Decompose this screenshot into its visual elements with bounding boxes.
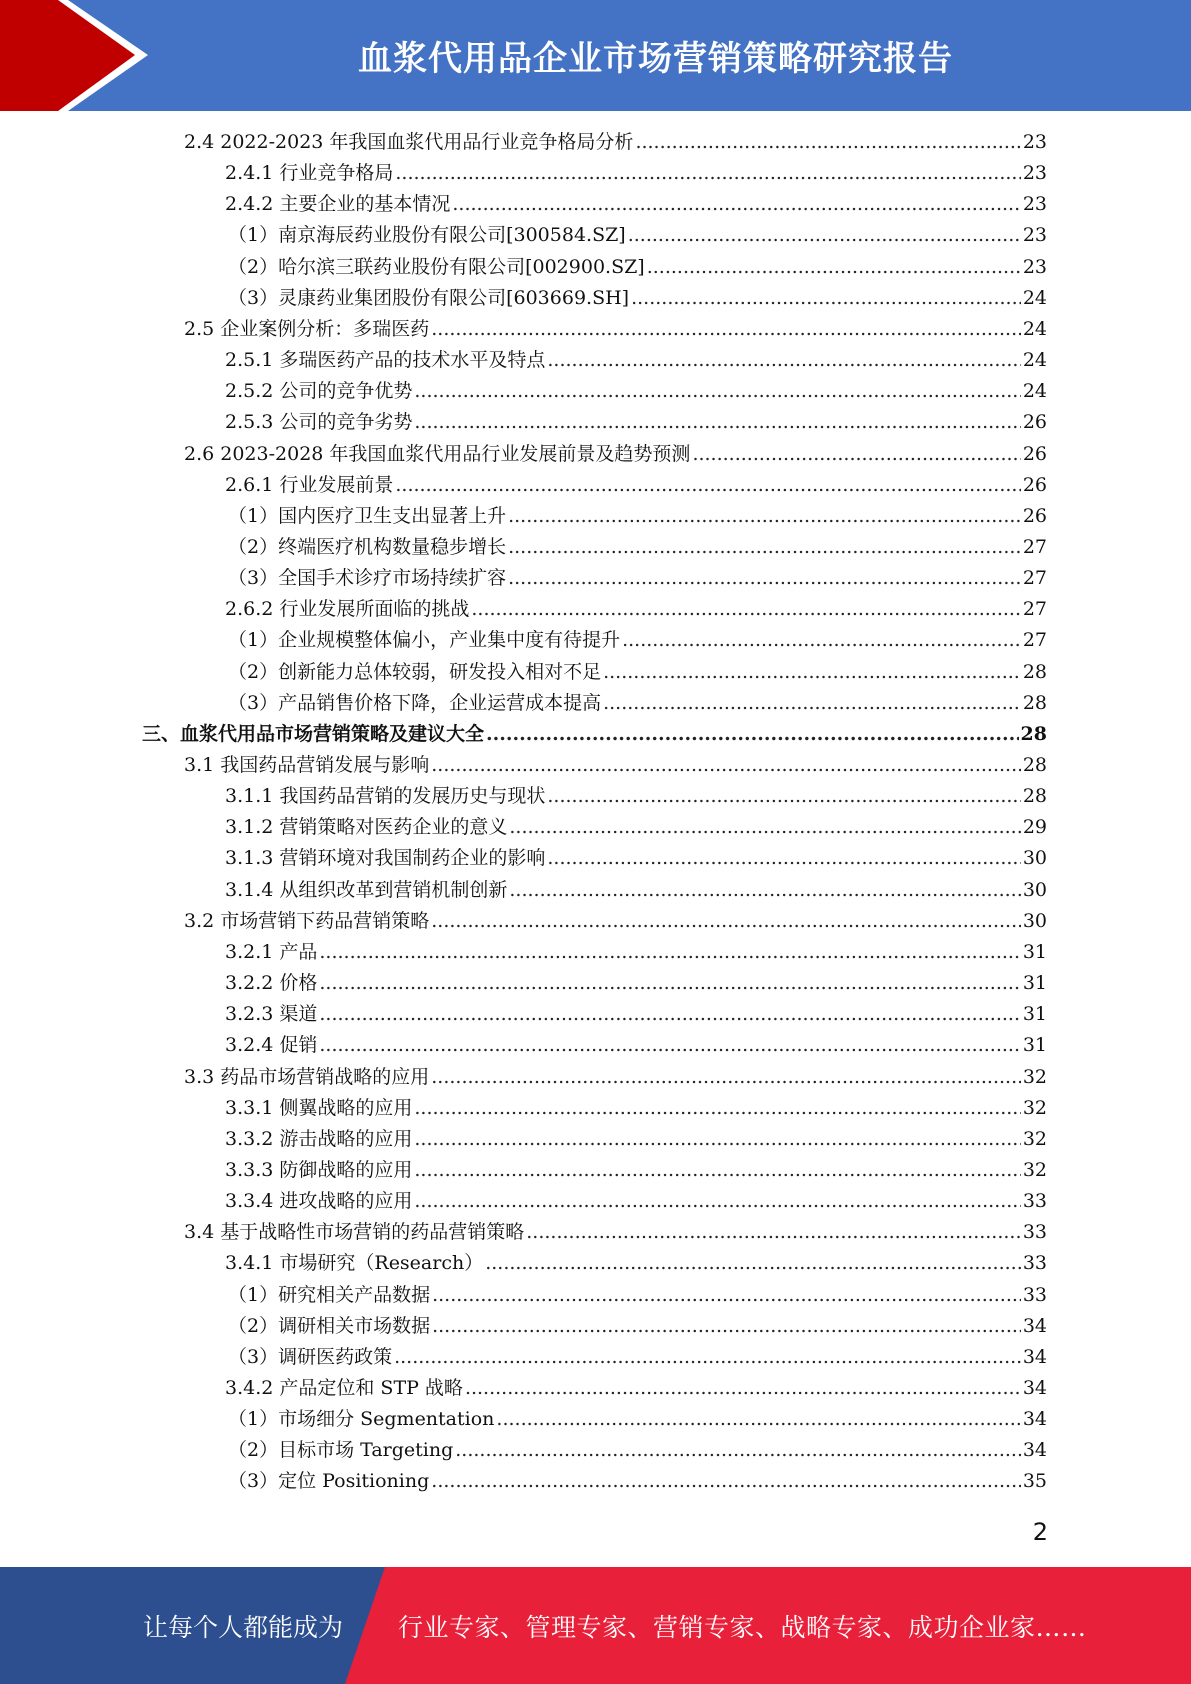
toc-entry[interactable] [228, 220, 1047, 251]
toc-entry-title: 3.2.1 产品 [225, 940, 318, 963]
toc-entry-title: （1）国内医疗卫生支出显著上升 [228, 504, 507, 527]
document-title: 血浆代用品企业市场营销策略研究报告 [358, 39, 953, 79]
toc-entry-title: 3.1.1 我国药品营销的发展历史与现状 [225, 785, 546, 808]
toc-leader-dots [455, 1435, 1021, 1466]
toc-leader-dots [692, 439, 1020, 470]
toc-entry-title: （3）定位 Positioning [228, 1470, 430, 1493]
toc-entry-title: 3.2.2 价格 [225, 972, 318, 995]
toc-leader-dots [431, 750, 1021, 781]
toc-leader-dots [508, 501, 1021, 532]
toc-entry-title: 2.6.2 行业发展所面临的挑战 [225, 598, 470, 621]
toc-entry-title: 2.5.2 公司的竞争优势 [225, 380, 413, 403]
toc-entry-title: 三、血浆代用品市场营销策略及建议大全 [142, 722, 485, 745]
toc-leader-dots [395, 158, 1020, 189]
toc-entry-page: 23 [1022, 224, 1047, 247]
toc-leader-dots [509, 875, 1020, 906]
toc-entry-title: （2）哈尔滨三联药业股份有限公司[002900.SZ] [228, 255, 645, 278]
toc-entry[interactable] [225, 470, 1047, 501]
toc-entry-title: 3.1 我国药品营销发展与影响 [184, 754, 430, 776]
toc-entry-title: 3.3.3 防御战略的应用 [225, 1158, 413, 1181]
toc-entry-page: 27 [1022, 567, 1047, 590]
toc-entry[interactable] [225, 812, 1047, 843]
toc-leader-dots [508, 532, 1021, 563]
toc-entry-title: 3.4 基于战略性市场营销的药品营销策略 [184, 1221, 525, 1244]
toc-entry-title: 2.4.1 行业竞争格局 [225, 162, 394, 185]
toc-entry-page: 27 [1022, 598, 1047, 621]
toc-entry-page: 32 [1022, 1127, 1047, 1150]
toc-entry[interactable] [228, 657, 1047, 688]
toc-entry[interactable] [228, 563, 1047, 594]
toc-entry-page: 29 [1022, 816, 1047, 839]
toc-entry-page: 23 [1022, 255, 1047, 278]
toc-entry-page: 26 [1022, 442, 1047, 465]
toc-leader-dots [319, 999, 1020, 1030]
toc-leader-dots [486, 719, 1019, 750]
toc-entry-title: （2）调研相关市场数据 [228, 1314, 431, 1337]
toc-entry-title: 3.4.1 市場研究（Research） [225, 1252, 484, 1275]
toc-entry[interactable] [184, 906, 1047, 937]
toc-leader-dots [431, 314, 1021, 345]
toc-entry-title: 3.2 市场营销下药品营销策略 [184, 909, 430, 932]
toc-leader-dots [431, 1466, 1021, 1497]
toc-leader-dots [394, 1342, 1021, 1373]
toc-entry-page: 31 [1022, 1003, 1047, 1026]
toc-entry-title: 2.6.1 行业发展前景 [225, 473, 394, 496]
toc-entry-title: 3.3.1 侧翼战略的应用 [225, 1096, 413, 1119]
toc-entry-page: 31 [1022, 940, 1047, 963]
toc-entry-page: 33 [1022, 1283, 1047, 1306]
toc-entry-page: 28 [1022, 691, 1047, 714]
toc-entry[interactable] [225, 843, 1047, 874]
toc-entry-page: 24 [1022, 349, 1047, 372]
toc-entry-page: 27 [1022, 629, 1047, 652]
toc-entry[interactable] [228, 1311, 1047, 1342]
toc-entry[interactable] [225, 937, 1047, 968]
toc-entry[interactable] [225, 158, 1047, 189]
toc-leader-dots [631, 283, 1021, 314]
toc-entry-page: 30 [1022, 847, 1047, 870]
toc-entry-title: 3.1.3 营销环境对我国制药企业的影响 [225, 847, 546, 870]
toc-leader-dots [622, 625, 1021, 656]
toc-leader-dots [319, 968, 1020, 999]
toc-entry-page: 34 [1022, 1408, 1047, 1431]
toc-entry-page: 28 [1020, 722, 1047, 745]
toc-leader-dots [431, 906, 1021, 937]
toc-entry[interactable] [225, 189, 1047, 220]
toc-entry-page: 23 [1022, 193, 1047, 216]
toc-entry-page: 32 [1022, 1065, 1047, 1088]
toc-entry-page: 34 [1022, 1345, 1047, 1368]
toc-entry-page: 27 [1022, 535, 1047, 558]
toc-leader-dots [508, 563, 1021, 594]
toc-entry[interactable] [228, 688, 1047, 719]
toc-entry[interactable] [228, 1342, 1047, 1373]
toc-leader-dots [547, 345, 1020, 376]
toc-entry[interactable] [228, 1435, 1047, 1466]
toc-entry-page: 31 [1022, 972, 1047, 995]
toc-entry-title: 3.4.2 产品定位和 STP 战略 [225, 1377, 463, 1399]
toc-entry-title: （1）研究相关产品数据 [228, 1283, 431, 1306]
toc-entry[interactable] [142, 719, 1047, 750]
toc-entry[interactable] [225, 1030, 1047, 1061]
toc-entry[interactable] [228, 1404, 1047, 1435]
toc-entry-title: 2.5.1 多瑞医药产品的技术水平及特点 [225, 349, 546, 372]
toc-entry-page: 24 [1022, 286, 1047, 309]
toc-entry-page: 24 [1022, 380, 1047, 403]
toc-entry-page: 34 [1022, 1439, 1047, 1462]
toc-entry[interactable] [225, 1093, 1047, 1124]
toc-entry-title: 2.5.3 公司的竞争劣势 [225, 411, 413, 434]
toc-entry-title: （3）产品销售价格下降，企业运营成本提高 [228, 691, 602, 714]
toc-entry-page: 33 [1022, 1190, 1047, 1213]
toc-entry-page: 28 [1022, 754, 1047, 776]
toc-entry[interactable] [228, 1466, 1047, 1497]
toc-entry-page: 31 [1022, 1034, 1047, 1057]
toc-leader-dots [452, 189, 1020, 220]
toc-entry-title: 2.4 2022-2023 年我国血浆代用品行业竞争格局分析 [184, 131, 634, 153]
toc-entry-page: 32 [1022, 1158, 1047, 1181]
toc-entry[interactable] [225, 968, 1047, 999]
toc-entry[interactable] [225, 594, 1047, 625]
toc-entry-page: 33 [1022, 1221, 1047, 1244]
toc-entry[interactable] [225, 999, 1047, 1030]
toc-entry-title: （2）终端医疗机构数量稳步增长 [228, 535, 507, 558]
toc-entry[interactable] [228, 625, 1047, 656]
toc-leader-dots [526, 1217, 1021, 1248]
footer-slogan-left: 让每个人都能成为 [143, 1612, 344, 1642]
toc-entry-page: 34 [1022, 1314, 1047, 1337]
toc-entry[interactable] [225, 376, 1047, 407]
toc-entry-title: 2.6 2023-2028 年我国血浆代用品行业发展前景及趋势预测 [184, 442, 691, 465]
toc-leader-dots [547, 843, 1020, 874]
toc-entry-title: 3.3.2 游击战略的应用 [225, 1127, 413, 1150]
footer-slogan-right: 行业专家、管理专家、营销专家、战略专家、成功企业家…… [398, 1612, 1087, 1642]
toc-entry-page: 26 [1022, 473, 1047, 496]
toc-leader-dots [485, 1248, 1021, 1279]
toc-leader-dots [635, 127, 1020, 158]
toc-entry-title: 2.5 企业案例分析：多瑞医药 [184, 317, 430, 340]
page-number: 2 [1032, 1518, 1048, 1546]
footer-banner [0, 1567, 1191, 1684]
toc-entry-page: 26 [1022, 504, 1047, 527]
toc-entry-page: 30 [1022, 878, 1047, 901]
toc-entry[interactable] [225, 1373, 1047, 1404]
toc-entry-title: 3.1.2 营销策略对医药企业的意义 [225, 816, 508, 839]
toc-entry[interactable] [225, 345, 1047, 376]
toc-entry-title: 3.2.3 渠道 [225, 1003, 318, 1026]
toc-entry[interactable] [225, 875, 1047, 906]
red-chevron-logo [0, 0, 160, 111]
toc-leader-dots [628, 220, 1021, 251]
toc-entry-page: 28 [1022, 660, 1047, 683]
toc-entry[interactable] [225, 781, 1047, 812]
toc-entry[interactable] [225, 1248, 1047, 1279]
toc-leader-dots [414, 376, 1020, 407]
toc-entry[interactable] [228, 532, 1047, 563]
toc-leader-dots [465, 1373, 1021, 1404]
toc-entry[interactable] [225, 1186, 1047, 1217]
toc-leader-dots [603, 657, 1021, 688]
toc-entry-title: （3）全国手术诊疗市场持续扩容 [228, 567, 507, 590]
toc-entry-title: （2）目标市场 Targeting [228, 1439, 454, 1462]
toc-leader-dots [432, 1280, 1021, 1311]
toc-leader-dots [547, 781, 1020, 812]
toc-entry[interactable] [184, 314, 1047, 345]
toc-entry-title: （3）调研医药政策 [228, 1345, 393, 1368]
toc-leader-dots [432, 1311, 1021, 1342]
toc-leader-dots [414, 1124, 1020, 1155]
toc-leader-dots [471, 594, 1020, 625]
toc-leader-dots [414, 1155, 1020, 1186]
toc-entry-page: 23 [1022, 162, 1047, 185]
toc-entry[interactable] [184, 439, 1047, 470]
toc-entry[interactable] [228, 501, 1047, 532]
toc-entry-page: 30 [1022, 909, 1047, 932]
toc-leader-dots [414, 1093, 1020, 1124]
toc-entry[interactable] [225, 1124, 1047, 1155]
toc-leader-dots [603, 688, 1021, 719]
toc-leader-dots [319, 1030, 1020, 1061]
toc-entry-page: 23 [1022, 131, 1047, 153]
toc-entry[interactable] [184, 1217, 1047, 1248]
toc-entry-page: 33 [1022, 1252, 1047, 1275]
toc-entry[interactable] [228, 283, 1047, 314]
toc-entry-title: （3）灵康药业集团股份有限公司[603669.SH] [228, 286, 630, 309]
toc-entry-page: 26 [1022, 411, 1047, 434]
toc-entry-page: 32 [1022, 1096, 1047, 1119]
toc-leader-dots [496, 1404, 1020, 1435]
toc-leader-dots [431, 1062, 1021, 1093]
toc-entry-title: 3.2.4 促销 [225, 1034, 318, 1057]
toc-entry[interactable] [184, 1062, 1047, 1093]
toc-entry-title: 3.3 药品市场营销战略的应用 [184, 1065, 430, 1088]
toc-entry[interactable] [184, 127, 1047, 158]
toc-leader-dots [414, 407, 1020, 438]
toc-leader-dots [414, 1186, 1020, 1217]
toc-entry[interactable] [225, 1155, 1047, 1186]
toc-entry-page: 35 [1022, 1470, 1047, 1493]
toc-entry-title: 3.3.4 进攻战略的应用 [225, 1190, 413, 1213]
toc-leader-dots [647, 252, 1021, 283]
toc-entry[interactable] [225, 407, 1047, 438]
toc-leader-dots [319, 937, 1020, 968]
toc-entry[interactable] [228, 1280, 1047, 1311]
toc-entry[interactable] [184, 750, 1047, 781]
toc-leader-dots [395, 470, 1020, 501]
toc-entry[interactable] [228, 252, 1047, 283]
toc-entry-title: （2）创新能力总体较弱，研发投入相对不足 [228, 660, 602, 683]
toc-entry-title: （1）企业规模整体偏小，产业集中度有待提升 [228, 629, 621, 652]
toc-entry-title: （1）市场细分 Segmentation [228, 1408, 495, 1431]
toc-entry-title: 2.4.2 主要企业的基本情况 [225, 193, 451, 216]
toc-leader-dots [509, 812, 1020, 843]
toc-entry-page: 34 [1022, 1377, 1047, 1399]
toc-entry-page: 28 [1022, 785, 1047, 808]
toc-entry-title: 3.1.4 从组织改革到营销机制创新 [225, 878, 508, 901]
header-banner [0, 0, 1191, 111]
toc-entry-page: 24 [1022, 317, 1047, 340]
toc-entry-title: （1）南京海辰药业股份有限公司[300584.SZ] [228, 224, 626, 247]
